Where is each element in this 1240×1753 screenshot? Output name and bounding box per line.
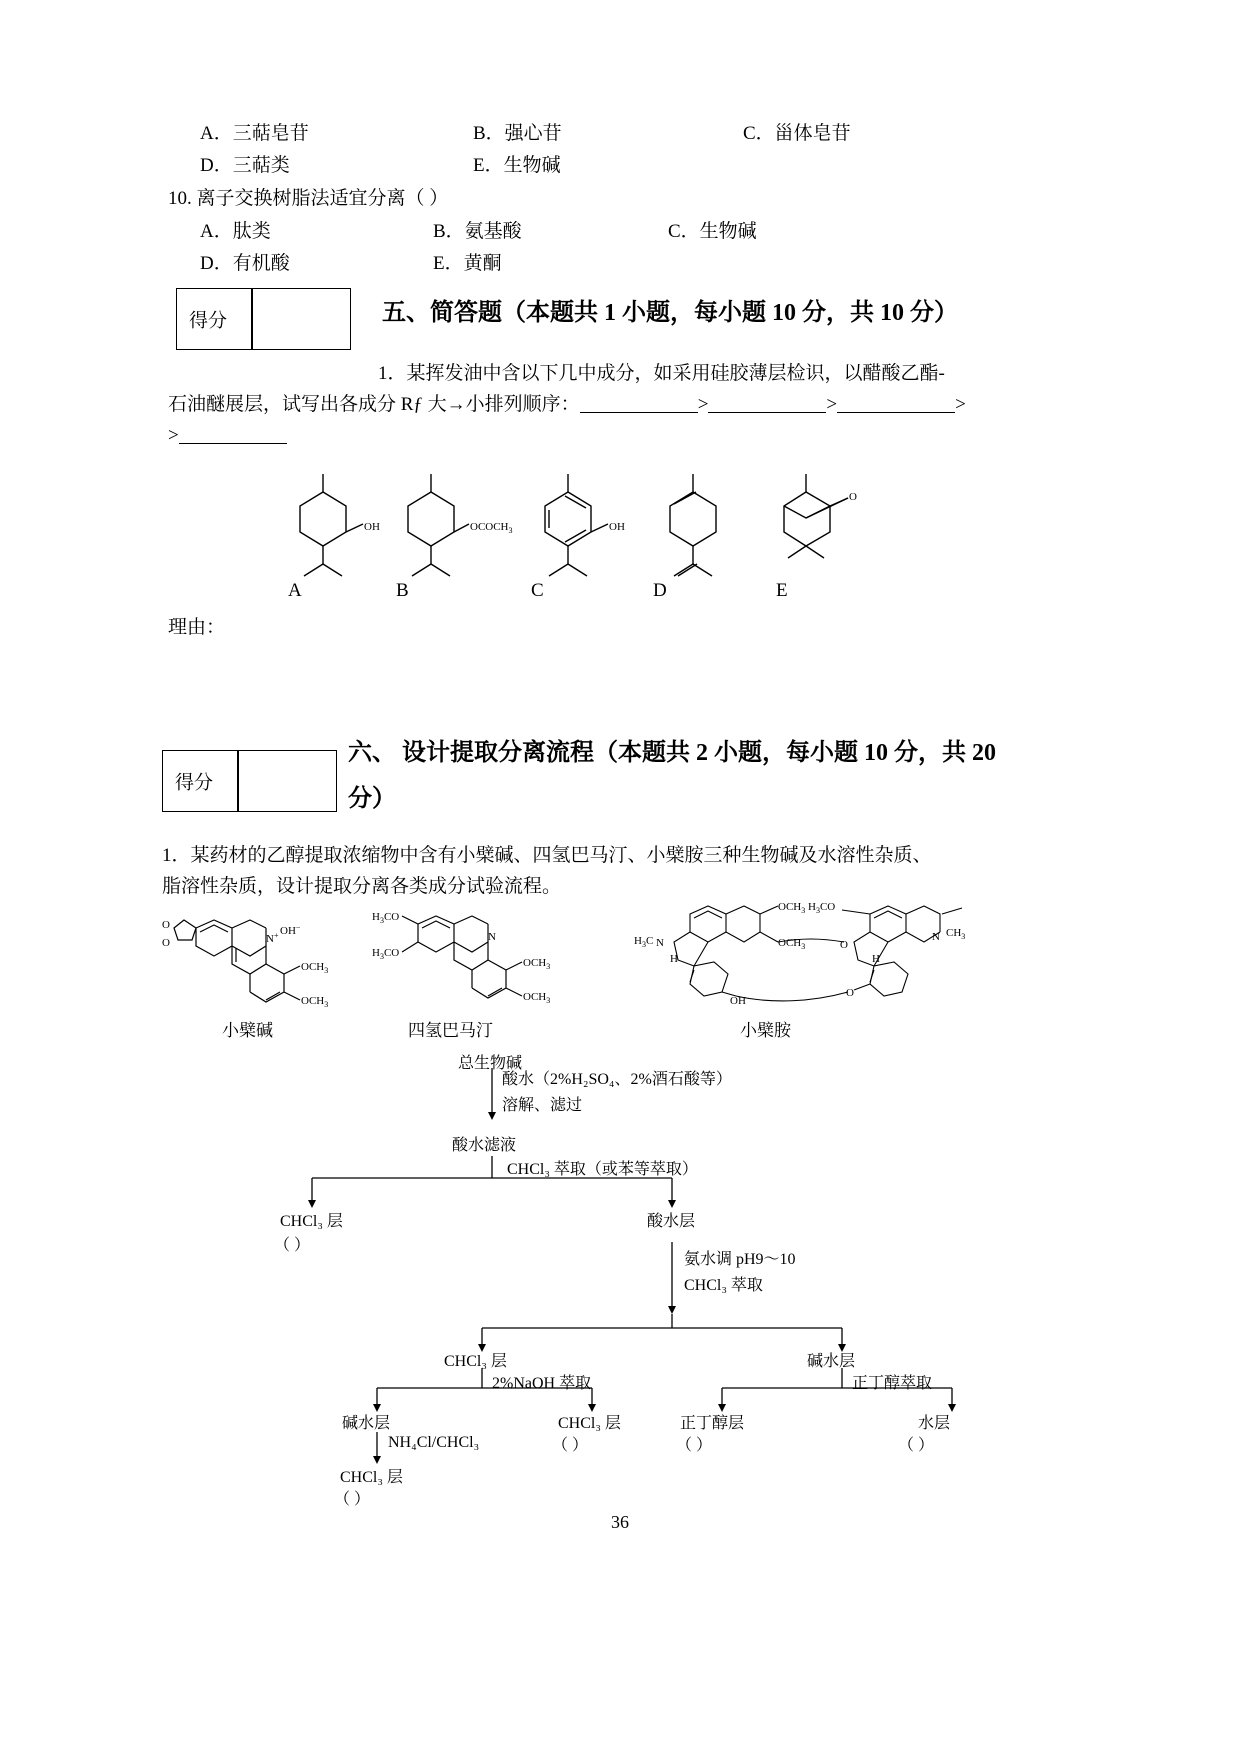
molecule-name-tetrahydropalmatine: 四氢巴马汀 bbox=[408, 1021, 493, 1040]
score-box-divider bbox=[237, 751, 239, 811]
atom-label-och3: $OCH_3$ bbox=[778, 901, 806, 915]
section-5-title: 五、简答题（本题共 1 小题，每小题 10 分，共 10 分） bbox=[382, 300, 958, 326]
atom-label-o: O bbox=[162, 937, 170, 949]
mc-option[interactable]: B．氨基酸 bbox=[433, 221, 522, 242]
mc-option[interactable]: D．有机酸 bbox=[200, 253, 290, 274]
atom-label-oh: OH− bbox=[280, 923, 301, 937]
flow-step-nh4cl: NH₄Cl/CHCl₃ bbox=[388, 1434, 480, 1451]
score-box-label: 得分 bbox=[189, 310, 228, 332]
mc-option[interactable]: E．黄酮 bbox=[433, 253, 502, 274]
q1-line1: 1．某药材的乙醇提取浓缩物中含有小檗碱、四氢巴马汀、小檗胺三种生物碱及水溶性杂质、 bbox=[162, 845, 932, 866]
molecule-berberine bbox=[162, 898, 362, 1018]
atom-label-och3: $OCH_3$ bbox=[301, 995, 329, 1009]
mc-row bbox=[168, 150, 1078, 182]
atom-label-h: H bbox=[872, 953, 880, 965]
question-10-stem-row bbox=[168, 182, 1078, 216]
molecule-row bbox=[162, 898, 1072, 1038]
flow-node-alkali-layer: 碱水层 bbox=[807, 1353, 856, 1370]
structure-menthyl-acetate bbox=[356, 452, 513, 602]
answer-blank-1[interactable] bbox=[580, 392, 698, 413]
score-box-divider bbox=[251, 289, 253, 349]
score-box-section6 bbox=[162, 750, 337, 812]
flow-step-dissolve-filter: 溶解、滤过 bbox=[502, 1097, 583, 1114]
atom-label-oh: OH bbox=[364, 521, 380, 533]
atom-label-oh: OH bbox=[730, 995, 746, 1007]
separation-flowchart bbox=[162, 1050, 1072, 1508]
flow-node-total-alkaloids: 总生物碱 bbox=[458, 1055, 523, 1072]
flow-step-chcl3-extract-2: CHCl₃ 萃取 bbox=[684, 1277, 763, 1294]
atom-label-och3: $OCH_3$ bbox=[523, 957, 551, 971]
flow-step-chcl3-extract: CHCl₃ 萃取（或苯等萃取） bbox=[507, 1161, 698, 1178]
mc-option[interactable]: B．强心苷 bbox=[473, 123, 562, 144]
atom-label-h3co: $H_3CO$ bbox=[372, 947, 400, 961]
flow-node-chcl3-layer: CHCl₃ 层 bbox=[280, 1213, 343, 1230]
atom-label-n: N bbox=[932, 931, 940, 943]
mc-option[interactable]: A．三萜皂苷 bbox=[200, 123, 309, 144]
mc-option[interactable]: E．生物碱 bbox=[473, 155, 561, 176]
score-box-label: 得分 bbox=[175, 772, 214, 794]
molecule-berbamine bbox=[632, 892, 1032, 1022]
flow-step-butanol-extract: 正丁醇萃取 bbox=[852, 1375, 933, 1392]
answer-blank-3[interactable] bbox=[837, 392, 955, 413]
question-10-stem: 10. 离子交换树脂法适宜分离（ ） bbox=[168, 188, 449, 209]
flow-node-butanol-layer: 正丁醇层 bbox=[680, 1415, 745, 1432]
score-box-section5 bbox=[176, 288, 351, 350]
answer-blank-2[interactable] bbox=[708, 392, 826, 413]
flow-node-chcl3-layer-2: CHCl₃ 层 bbox=[444, 1353, 507, 1370]
flow-step-acid-water: 酸水（2%H₂SO₄、2%酒石酸等） bbox=[502, 1071, 732, 1088]
atom-label-o: O bbox=[849, 491, 857, 503]
structure-letter: D bbox=[653, 580, 667, 601]
section-6-title: 六、 设计提取分离流程（本题共 2 小题，每小题 10 分，共 20 分） bbox=[348, 740, 996, 812]
reason-label: 理由： bbox=[168, 617, 226, 638]
atom-label-n: N bbox=[488, 931, 496, 943]
flow-node-acid-filtrate: 酸水滤液 bbox=[452, 1137, 517, 1154]
atom-label-n: N+ bbox=[266, 931, 279, 945]
flow-node-butanol-layer-blank[interactable]: （ ） bbox=[676, 1437, 713, 1454]
flow-node-acid-water-layer: 酸水层 bbox=[647, 1213, 696, 1230]
mc-option[interactable]: C．生物碱 bbox=[668, 221, 757, 242]
flow-node-water-layer: 水层 bbox=[918, 1415, 951, 1432]
atom-label-o: O bbox=[840, 939, 848, 951]
atom-label-h: H bbox=[670, 953, 678, 965]
flow-node-chcl3-layer-blank[interactable]: （ ） bbox=[274, 1237, 311, 1254]
structure-letter: B bbox=[396, 580, 409, 601]
page-number: 36 bbox=[611, 1512, 629, 1532]
flow-node-chcl3-layer-3-blank[interactable]: （ ） bbox=[552, 1437, 589, 1454]
atom-label-och3: $OCH_3$ bbox=[523, 991, 551, 1005]
structure-letter: E bbox=[776, 580, 788, 601]
answer-blank-4[interactable] bbox=[179, 423, 287, 444]
flow-step-ammonia-ph: 氨水调 pH9～10 bbox=[684, 1251, 796, 1268]
molecule-name-berberine: 小檗碱 bbox=[222, 1021, 273, 1040]
flow-node-alkali-layer-2: 碱水层 bbox=[342, 1415, 391, 1432]
flow-node-water-layer-blank[interactable]: （ ） bbox=[898, 1437, 935, 1454]
flow-node-chcl3-layer-final-blank[interactable]: （ ） bbox=[334, 1491, 371, 1508]
structure-letter: C bbox=[531, 580, 544, 601]
mc-option[interactable]: D．三萜类 bbox=[200, 155, 290, 176]
atom-label-o: O bbox=[162, 919, 170, 931]
atom-label-ococh3: $OCOCH_3$ bbox=[470, 521, 513, 535]
structure-row bbox=[168, 452, 1078, 602]
atom-label-h3co: $H_3CO$ bbox=[372, 911, 400, 925]
atom-label-och3: $OCH_3$ bbox=[301, 961, 329, 975]
mc-row bbox=[168, 118, 1078, 150]
q1-line2: 脂溶性杂质，设计提取分离各类成分试验流程。 bbox=[162, 876, 562, 897]
section5-question-1: 1．某挥发油中含以下几中成分，如采用硅胶薄层检识，以醋酸乙酯- 石油醚展层，试写出各成分 Rƒ 大→小排列顺序： > > > > bbox=[168, 363, 966, 446]
atom-label-ch3: $CH_3$ bbox=[946, 927, 966, 941]
mc-option[interactable]: A．肽类 bbox=[200, 221, 271, 242]
flow-node-chcl3-layer-3: CHCl₃ 层 bbox=[558, 1415, 621, 1432]
molecule-tetrahydropalmatine bbox=[370, 898, 580, 1018]
flow-node-chcl3-layer-final: CHCl₃ 层 bbox=[340, 1469, 403, 1486]
mc-row bbox=[168, 216, 1078, 248]
atom-label-h3co: $H_3CO$ bbox=[808, 901, 836, 915]
molecule-name-berbamine: 小檗胺 bbox=[740, 1021, 791, 1040]
multiple-choice-block bbox=[168, 118, 1078, 280]
atom-label-o: O bbox=[846, 987, 854, 999]
structure-letter: A bbox=[288, 580, 302, 601]
atom-label-h3c: $H_3C$ bbox=[634, 935, 654, 949]
q1-text-part2: 石油醚展层，试写出各成分 Rƒ 大→小排列顺序： bbox=[168, 394, 580, 415]
atom-label-n: N bbox=[656, 937, 664, 949]
atom-label-oh: OH bbox=[609, 521, 625, 533]
atom-label-och3: $OCH_3$ bbox=[778, 937, 806, 951]
flow-step-naoh-extract: 2%NaOH 萃取 bbox=[492, 1375, 592, 1392]
structure-epoxide bbox=[738, 452, 888, 602]
mc-row bbox=[168, 248, 1078, 280]
mc-option[interactable]: C．甾体皂苷 bbox=[743, 123, 851, 144]
q1-text-part1: 1．某挥发油中含以下几中成分，如采用硅胶薄层检识，以醋酸乙酯- bbox=[378, 363, 945, 384]
